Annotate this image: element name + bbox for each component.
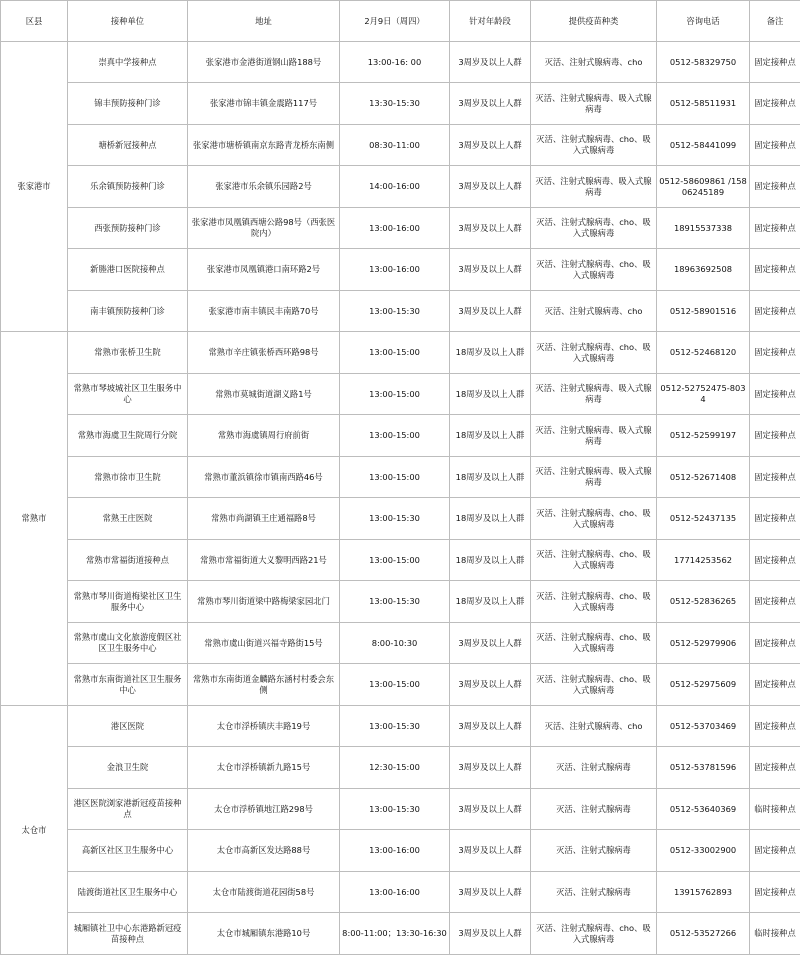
address-cell: 常熟市琴川街道梁中路梅梁家园北门: [188, 581, 340, 623]
time-cell: 8:00-10:30: [340, 623, 450, 664]
time-cell: 13:00-16:00: [340, 208, 450, 249]
note-cell: 固定接种点: [750, 166, 800, 208]
table-row: [1, 706, 800, 747]
table-row: [1, 457, 800, 498]
table-row: [1, 291, 800, 332]
age-cell: 3周岁及以上人群: [450, 166, 531, 208]
table-row: [1, 830, 800, 872]
vaccine-cell: 灭活、注射式腺病毒、吸入式腺病毒: [531, 457, 657, 498]
vaccine-cell: 灭活、注射式腺病毒、cho: [531, 706, 657, 747]
note-cell: 固定接种点: [750, 540, 800, 581]
time-cell: 8:00-11:00；13:30-16:30: [340, 913, 450, 955]
vaccine-cell: 灭活、注射式腺病毒、cho、吸入式腺病毒: [531, 332, 657, 374]
table-row: [1, 374, 800, 415]
unit-cell: 西张预防接种门诊: [68, 208, 188, 249]
table-row: [1, 913, 800, 955]
time-cell: 12:30-15:00: [340, 747, 450, 789]
age-cell: 3周岁及以上人群: [450, 789, 531, 830]
address-cell: 张家港市凤凰镇港口南环路2号: [188, 249, 340, 291]
address-cell: 常熟市尚湖镇王庄通福路8号: [188, 498, 340, 540]
vaccine-cell: 灭活、注射式腺病毒、cho、吸入式腺病毒: [531, 623, 657, 664]
time-cell: 14:00-16:00: [340, 166, 450, 208]
note-cell: 临时接种点: [750, 913, 800, 955]
header-vaccine-types: 提供疫苗种类: [531, 1, 657, 42]
address-cell: 张家港市南丰镇民丰南路70号: [188, 291, 340, 332]
vaccine-cell: 灭活、注射式腺病毒、吸入式腺病毒: [531, 83, 657, 125]
table-body: [1, 42, 800, 955]
age-cell: 3周岁及以上人群: [450, 747, 531, 789]
address-cell: 太仓市浮桥镇地江路298号: [188, 789, 340, 830]
header-address: 地址: [188, 1, 340, 42]
phone-cell: 0512-58609861 /15806245189: [657, 166, 750, 208]
unit-cell: 新塍港口医院接种点: [68, 249, 188, 291]
table-row: [1, 623, 800, 664]
table-row: [1, 540, 800, 581]
unit-cell: 常熟市徐市卫生院: [68, 457, 188, 498]
table-row: [1, 415, 800, 457]
age-cell: 3周岁及以上人群: [450, 623, 531, 664]
table-row: [1, 249, 800, 291]
district-cell: 张家港市: [1, 42, 68, 332]
unit-cell: 城厢镇社卫中心东港路新冠疫苗接种点: [68, 913, 188, 955]
phone-cell: 0512-52975609: [657, 664, 750, 706]
district-cell: 常熟市: [1, 332, 68, 706]
age-cell: 18周岁及以上人群: [450, 457, 531, 498]
phone-cell: 17714253562: [657, 540, 750, 581]
district-cell: 太仓市: [1, 706, 68, 955]
vaccine-cell: 灭活、注射式腺病毒: [531, 830, 657, 872]
vaccine-cell: 灭活、注射式腺病毒、吸入式腺病毒: [531, 166, 657, 208]
note-cell: 临时接种点: [750, 789, 800, 830]
phone-cell: 18915537338: [657, 208, 750, 249]
unit-cell: 高新区社区卫生服务中心: [68, 830, 188, 872]
table-row: [1, 42, 800, 83]
time-cell: 13:00-16:00: [340, 872, 450, 913]
header-date-time: 2月9日（周四）: [340, 1, 450, 42]
phone-cell: 0512-52836265: [657, 581, 750, 623]
age-cell: 3周岁及以上人群: [450, 664, 531, 706]
header-note: 备注: [750, 1, 800, 42]
phone-cell: 0512-58441099: [657, 125, 750, 166]
table-row: [1, 581, 800, 623]
phone-cell: 13915762893: [657, 872, 750, 913]
address-cell: 常熟市东南街道金麟路东涵村村委会东侧: [188, 664, 340, 706]
address-cell: 张家港市锦丰镇金震路117号: [188, 83, 340, 125]
vaccine-cell: 灭活、注射式腺病毒、吸入式腺病毒: [531, 374, 657, 415]
phone-cell: 0512-33002900: [657, 830, 750, 872]
address-cell: 太仓市浮桥镇新九路15号: [188, 747, 340, 789]
header-age-group: 针对年龄段: [450, 1, 531, 42]
phone-cell: 0512-52437135: [657, 498, 750, 540]
note-cell: 固定接种点: [750, 498, 800, 540]
time-cell: 13:00-15:30: [340, 291, 450, 332]
time-cell: 13:00-16: 00: [340, 42, 450, 83]
phone-cell: 0512-53527266: [657, 913, 750, 955]
age-cell: 3周岁及以上人群: [450, 42, 531, 83]
age-cell: 3周岁及以上人群: [450, 291, 531, 332]
age-cell: 18周岁及以上人群: [450, 540, 531, 581]
note-cell: 固定接种点: [750, 83, 800, 125]
address-cell: 太仓市陆渡街道花园街58号: [188, 872, 340, 913]
time-cell: 13:00-15:30: [340, 706, 450, 747]
unit-cell: 常熟王庄医院: [68, 498, 188, 540]
age-cell: 3周岁及以上人群: [450, 125, 531, 166]
note-cell: 固定接种点: [750, 623, 800, 664]
unit-cell: 金浪卫生院: [68, 747, 188, 789]
unit-cell: 崇真中学接种点: [68, 42, 188, 83]
table-row: [1, 498, 800, 540]
address-cell: 常熟市海虞镇周行府前街: [188, 415, 340, 457]
phone-cell: 18963692508: [657, 249, 750, 291]
age-cell: 3周岁及以上人群: [450, 208, 531, 249]
table-row: [1, 125, 800, 166]
header-district: 区县: [1, 1, 68, 42]
time-cell: 13:00-15:30: [340, 498, 450, 540]
address-cell: 张家港市塘桥镇南京东路青龙桥东南侧: [188, 125, 340, 166]
address-cell: 太仓市城厢镇东港路10号: [188, 913, 340, 955]
age-cell: 18周岁及以上人群: [450, 498, 531, 540]
address-cell: 太仓市浮桥镇庆丰路19号: [188, 706, 340, 747]
phone-cell: 0512-52671408: [657, 457, 750, 498]
note-cell: 固定接种点: [750, 830, 800, 872]
note-cell: 固定接种点: [750, 291, 800, 332]
note-cell: 固定接种点: [750, 125, 800, 166]
time-cell: 13:00-15:00: [340, 457, 450, 498]
vaccine-cell: 灭活、注射式腺病毒、吸入式腺病毒: [531, 415, 657, 457]
note-cell: 固定接种点: [750, 332, 800, 374]
time-cell: 13:00-15:00: [340, 540, 450, 581]
note-cell: 固定接种点: [750, 457, 800, 498]
address-cell: 常熟市虞山街道兴福寺路街15号: [188, 623, 340, 664]
age-cell: 18周岁及以上人群: [450, 581, 531, 623]
header-row: [1, 1, 800, 42]
vaccine-cell: 灭活、注射式腺病毒、cho、吸入式腺病毒: [531, 540, 657, 581]
note-cell: 固定接种点: [750, 208, 800, 249]
age-cell: 3周岁及以上人群: [450, 249, 531, 291]
vaccine-cell: 灭活、注射式腺病毒: [531, 789, 657, 830]
note-cell: 固定接种点: [750, 581, 800, 623]
age-cell: 3周岁及以上人群: [450, 83, 531, 125]
phone-cell: 0512-52468120: [657, 332, 750, 374]
vaccine-cell: 灭活、注射式腺病毒: [531, 747, 657, 789]
time-cell: 13:00-15:30: [340, 581, 450, 623]
note-cell: 固定接种点: [750, 415, 800, 457]
vaccine-cell: 灭活、注射式腺病毒、cho、吸入式腺病毒: [531, 125, 657, 166]
unit-cell: 陆渡街道社区卫生服务中心: [68, 872, 188, 913]
unit-cell: 南丰镇预防接种门诊: [68, 291, 188, 332]
vaccine-cell: 灭活、注射式腺病毒、cho、吸入式腺病毒: [531, 249, 657, 291]
age-cell: 18周岁及以上人群: [450, 374, 531, 415]
time-cell: 13:00-16:00: [340, 249, 450, 291]
note-cell: 固定接种点: [750, 872, 800, 913]
time-cell: 13:00-15:00: [340, 664, 450, 706]
unit-cell: 港区医院浏家港新冠疫苗接种点: [68, 789, 188, 830]
table-row: [1, 83, 800, 125]
table-row: [1, 166, 800, 208]
phone-cell: 0512-52979906: [657, 623, 750, 664]
address-cell: 常熟市辛庄镇张桥西环路98号: [188, 332, 340, 374]
unit-cell: 常熟市东南街道社区卫生服务中心: [68, 664, 188, 706]
unit-cell: 锦丰预防接种门诊: [68, 83, 188, 125]
vaccine-cell: 灭活、注射式腺病毒、cho、吸入式腺病毒: [531, 581, 657, 623]
note-cell: 固定接种点: [750, 249, 800, 291]
note-cell: 固定接种点: [750, 706, 800, 747]
header-unit: 接种单位: [68, 1, 188, 42]
time-cell: 13:00-15:00: [340, 332, 450, 374]
age-cell: 3周岁及以上人群: [450, 913, 531, 955]
table-row: [1, 664, 800, 706]
note-cell: 固定接种点: [750, 42, 800, 83]
unit-cell: 常熟市虞山文化旅游度假区社区卫生服务中心: [68, 623, 188, 664]
unit-cell: 常熟市常福街道接种点: [68, 540, 188, 581]
time-cell: 13:00-16:00: [340, 830, 450, 872]
table-row: [1, 332, 800, 374]
unit-cell: 塘桥新冠接种点: [68, 125, 188, 166]
vaccine-cell: 灭活、注射式腺病毒、cho、吸入式腺病毒: [531, 664, 657, 706]
age-cell: 18周岁及以上人群: [450, 415, 531, 457]
table-row: [1, 747, 800, 789]
vaccine-cell: 灭活、注射式腺病毒、cho、吸入式腺病毒: [531, 498, 657, 540]
phone-cell: 0512-52599197: [657, 415, 750, 457]
vaccine-cell: 灭活、注射式腺病毒: [531, 872, 657, 913]
vaccine-cell: 灭活、注射式腺病毒、cho、吸入式腺病毒: [531, 913, 657, 955]
table-row: [1, 208, 800, 249]
age-cell: 3周岁及以上人群: [450, 872, 531, 913]
address-cell: 张家港市金港街道钢山路188号: [188, 42, 340, 83]
address-cell: 张家港市凤凰镇西塘公路98号（西张医院内）: [188, 208, 340, 249]
time-cell: 13:00-15:00: [340, 415, 450, 457]
table-row: [1, 789, 800, 830]
phone-cell: 0512-53703469: [657, 706, 750, 747]
unit-cell: 港区医院: [68, 706, 188, 747]
age-cell: 18周岁及以上人群: [450, 332, 531, 374]
age-cell: 3周岁及以上人群: [450, 830, 531, 872]
unit-cell: 常熟市琴川街道梅梁社区卫生服务中心: [68, 581, 188, 623]
time-cell: 13:30-15:30: [340, 83, 450, 125]
age-cell: 3周岁及以上人群: [450, 706, 531, 747]
phone-cell: 0512-53781596: [657, 747, 750, 789]
address-cell: 常熟市莫城街道湖义路1号: [188, 374, 340, 415]
phone-cell: 0512-58329750: [657, 42, 750, 83]
address-cell: 常熟市董浜镇徐市镇南西路46号: [188, 457, 340, 498]
table-row: [1, 872, 800, 913]
time-cell: 13:00-15:00: [340, 374, 450, 415]
unit-cell: 常熟市海虞卫生院周行分院: [68, 415, 188, 457]
address-cell: 张家港市乐余镇乐园路2号: [188, 166, 340, 208]
note-cell: 固定接种点: [750, 747, 800, 789]
vaccine-cell: 灭活、注射式腺病毒、cho: [531, 291, 657, 332]
phone-cell: 0512-58511931: [657, 83, 750, 125]
time-cell: 13:00-15:30: [340, 789, 450, 830]
unit-cell: 常熟市张桥卫生院: [68, 332, 188, 374]
unit-cell: 常熟市琴坡城社区卫生服务中心: [68, 374, 188, 415]
note-cell: 固定接种点: [750, 374, 800, 415]
phone-cell: 0512-52752475-8034: [657, 374, 750, 415]
phone-cell: 0512-58901516: [657, 291, 750, 332]
header-phone: 咨询电话: [657, 1, 750, 42]
address-cell: 太仓市高新区发达路88号: [188, 830, 340, 872]
note-cell: 固定接种点: [750, 664, 800, 706]
vaccine-cell: 灭活、注射式腺病毒、cho、吸入式腺病毒: [531, 208, 657, 249]
unit-cell: 乐余镇预防接种门诊: [68, 166, 188, 208]
phone-cell: 0512-53640369: [657, 789, 750, 830]
address-cell: 常熟市常福街道大义黎明西路21号: [188, 540, 340, 581]
vaccine-cell: 灭活、注射式腺病毒、cho: [531, 42, 657, 83]
time-cell: 08:30-11:00: [340, 125, 450, 166]
